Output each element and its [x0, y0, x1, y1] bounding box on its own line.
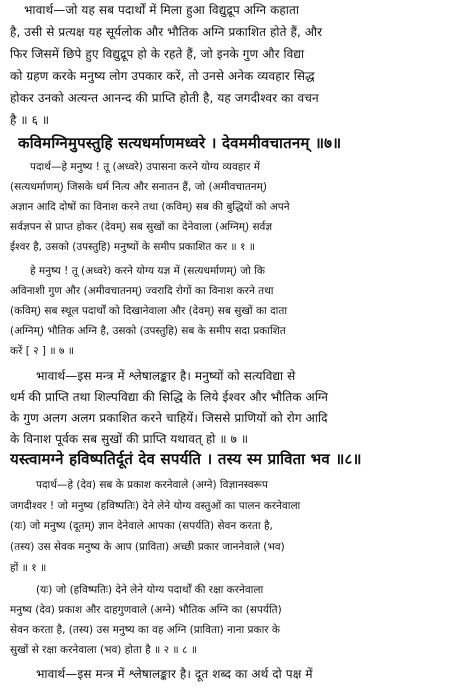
text-line: है ॥ ६ ॥ — [10, 113, 50, 127]
text-line: (कविम्) सब स्थूल पदार्थों को दिखानेवाला और (देवम्) सब सुखों का दाता — [10, 305, 288, 317]
text-line: के गुण अलग अलग प्रकाशित करने चाहियें। जिससे प्राणियों को रोग आदि — [10, 411, 328, 425]
text-line: भावार्थ—इस मन्त्र में श्लेषालङ्कार है। दूत शब्द का अर्थ दो पक्ष में — [36, 667, 313, 681]
text-line: पदार्थ—हे मनुष्य ! तू (अध्वरे) उपासना करने योग्य व्यवहार में — [30, 161, 261, 173]
mantra-line: कविमग्निमुपस्तुहि सत्यधर्माणमध्वरे । देवममीवचातनम् ॥७॥ — [18, 134, 342, 152]
text-line: अविनाशी गुण और (अमीवचातनम्) ज्वरादि रोगों का विनाश करने तथा — [10, 285, 274, 297]
text-line: जगदीश्वर ! जो मनुष्य (हविष्पतिः) देने लेने योग्य वस्तुओं का पालन करनेवाला — [10, 500, 301, 512]
text-line: करें [ २ ] ॥ ७ ॥ — [10, 345, 75, 357]
text-line: होकर उनको अत्यन्त आनन्द की प्राप्ति होती है, यह जगदीश्वर का वचन — [10, 91, 319, 105]
text-line: भावार्थ—जो यह सब पदार्थों में मिला हुआ विद्युद्रूप अग्नि कहाता — [24, 3, 300, 17]
mantra-line: यस्त्वामग्ने हविष्पतिर्दूतं देव सपर्यति । तस्य स्म प्राविता भव ॥८॥ — [10, 450, 362, 468]
text-line: (यः) जो मनुष्य (दूतम्) ज्ञान देनेवाले आपका (सपर्यति) सेवन करता है, — [10, 520, 273, 532]
text-line: (यः) जो (हविष्पतिः) देने लेने योग्य पदार्थों की रक्षा करनेवाला — [36, 584, 264, 596]
text-line: भावार्थ—इस मन्त्र में श्लेषालङ्कार है। मनुष्यों को सत्यविद्या से — [36, 369, 296, 383]
text-line: हों ॥ १ ॥ — [10, 562, 47, 574]
text-line: सेवन करता है, (तस्य) उस मनुष्य का वह अग्नि (प्राविता) नाना प्रकार के — [10, 624, 280, 636]
text-line: सुखों से रक्षा करनेवाला (भव) होता है ॥ २ ॥ ८ ॥ — [10, 644, 198, 656]
text-line: (सत्यधर्माणम्) जिसके धर्म नित्य और सनातन हैं, जो (अमीवचातनम्) — [10, 181, 267, 193]
text-line: मनुष्य (देव) प्रकाश और दाहगुणवाले (अग्ने) भौतिक अग्नि का (सपर्यति) — [10, 604, 282, 616]
text-line: फिर जिसमें छिपे हुए विद्युद्रूप हो के रहते हैं, जो इनके गुण और विद्या — [10, 47, 305, 61]
text-line: सर्वज्ञपन से प्राप्त होकर (देवम्) सब सुखों का देनेवाला (अग्निम्) सर्वज्ञ — [10, 221, 273, 233]
text-line: है, उसी से प्रत्यक्ष यह सूर्यलोक और भौतिक अग्नि प्रकाशित होते हैं, और — [10, 25, 323, 39]
text-line: ईश्वर है, उसको (उपस्तुहि) मनुष्यों के समीप प्रकाशित कर ॥ १ ॥ — [10, 241, 256, 253]
text-line: (अग्निम्) भौतिक अग्नि है, उसको (उपस्तुहि) सब के समीप सदा प्रकाशित — [10, 325, 286, 337]
text-line: हे मनुष्य ! तू (अध्वरे) करने योग्य यज्ञ में (सत्यधर्माणम्) जो कि — [30, 265, 265, 277]
text-line: अज्ञान आदि दोषों का विनाश करने तथा (कविम्) सब की बुद्धियों को अपने — [10, 201, 290, 213]
text-line: को ग्रहण करके मनुष्य लोग उपकार करें, तो उनसे अनेक व्यवहार सिद्ध — [10, 69, 315, 83]
text-line: (तस्य) उस सेवक मनुष्य के आप (प्राविता) अच्छी प्रकार जाननेवाले (भव) — [10, 541, 285, 553]
text-line: धर्म की प्राप्ति तथा शिल्पविद्या की सिद्धि के लिये ईश्वर और भौतिक अग्नि — [10, 390, 329, 404]
text-line: पदार्थ—हे (देव) सब के प्रकाश करनेवाले (अग्ने) विज्ञानस्वरूप — [36, 479, 268, 491]
text-line: के विनाश पूर्वक सब सुखों की प्राप्ति यथावत् हो ॥ ७ ॥ — [10, 432, 249, 446]
